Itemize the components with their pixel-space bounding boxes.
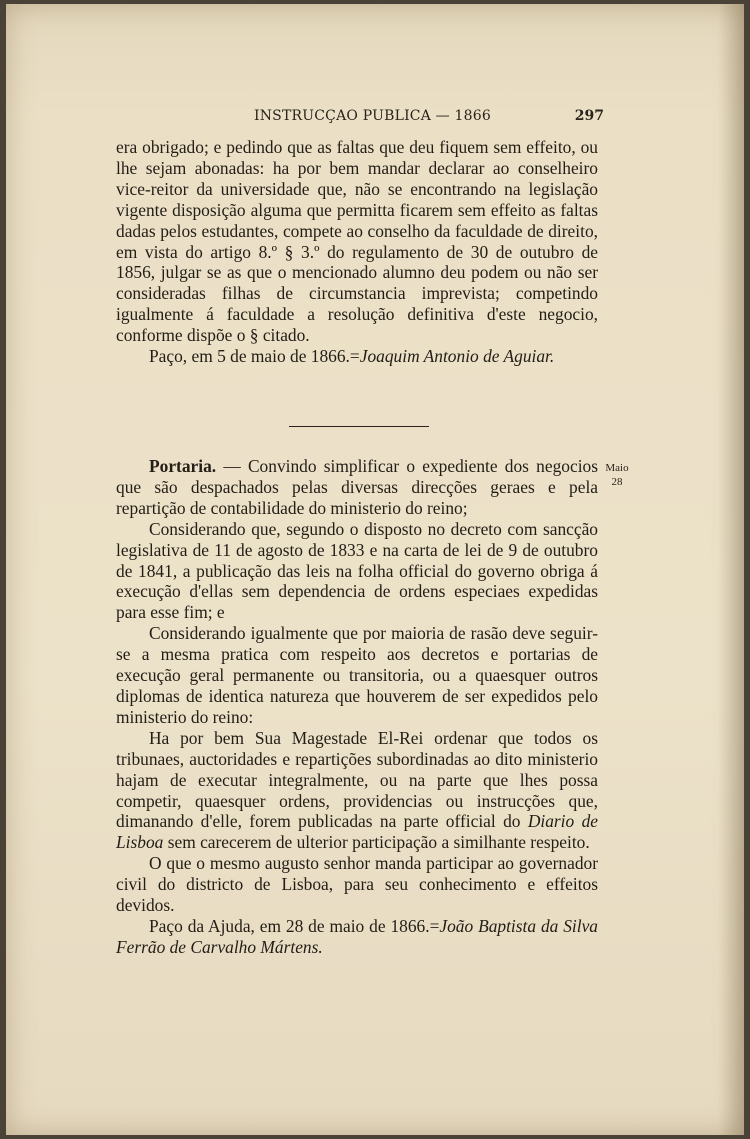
- section-divider: [289, 426, 429, 427]
- signature-line: [116, 916, 598, 958]
- document-page: [6, 4, 744, 1135]
- date-place: Paço, em 5 de maio de 1866.: [149, 346, 350, 367]
- signature-line: [116, 346, 598, 367]
- paragraph: O que o mesmo augusto senhor manda participar ao governador civil do districto de Lisboa, para seu conhecimento e effeitos devidos.: [116, 853, 598, 916]
- page-number: 297: [574, 108, 604, 124]
- publication-title: Diario de Lisboa: [116, 811, 598, 853]
- margin-month: Maio: [605, 462, 629, 474]
- date-place: Paço da Ajuda, em 28 de maio de 1866.: [149, 915, 430, 936]
- portaria-section: [116, 456, 598, 958]
- paragraph: Considerando igualmente que por maioria de rasão deve seguir-se a mesma pratica com respeito aos decretos e portarias de execução geral permanente ou transitoria, ou a quaesquer outros diplomas de identica natureza que houverem de ser expedidos pelo ministerio do reino:: [116, 623, 598, 727]
- signatory: João Baptista da Silva Ferrão de Carvalho Mártens.: [116, 915, 598, 957]
- signatory: Joaquim Antonio de Aguiar.: [359, 346, 555, 367]
- running-header: [254, 104, 604, 130]
- decree-continuation: [116, 137, 598, 367]
- paragraph-text: sem carecerem de ulterior participação a similhante respeito.: [163, 832, 590, 853]
- paragraph-text: — Convindo simplificar o expediente dos negocios que são despachados pelas diversas direcções geraes e pela repartição de contabilidade do ministerio do reino;: [116, 456, 598, 518]
- paragraph: Considerando que, segundo o disposto no decreto com sancção legislativa de 11 de agosto de 1833 e na carta de lei de 9 de outubro de 1841, a publicação das leis na folha official do governo obriga á execução d'ellas sem dependencia de ordens especiaes expedidas para esse fim; e: [116, 518, 598, 623]
- paragraph-text: Ha por bem Sua Magestade El-Rei ordenar que todos os tribunaes, auctoridades e repartições subordinadas ao dito ministerio hajam de executar integralmente, ou na parte que lhes possa competir, quaesquer ordens, providencias ou instrucções que, dimanando d'elle, forem publicadas na parte official do: [116, 727, 598, 832]
- header-title: INSTRUCÇAO PUBLICA — 1866: [254, 108, 491, 124]
- paragraph: era obrigado; e pedindo que as faltas que deu fiquem sem effeito, ou lhe sejam abonadas: ha por bem mandar declarar ao conselheiro vice-reitor da universidade que, não se encontrando na legislação vigente disposição alguma que permitta ficarem sem effeito as faltas dadas pelos estudantes, compete ao conselho da faculdade de direito, em vista do artigo 8.º § 3.º do regulamento de 30 de outubro de 1856, julgar se as que o mencionado alumno deu podem ou não ser consideradas filhas de circumstancia imprevista; competindo igualmente á faculdade a resolução definitiva d'este negocio, conforme dispõe o § citado.: [116, 137, 598, 346]
- portaria-heading: Portaria.: [149, 456, 217, 476]
- paragraph: [116, 728, 598, 853]
- signature-separator: =: [349, 346, 360, 367]
- margin-day: 28: [611, 476, 623, 488]
- signature-separator: =: [429, 915, 440, 936]
- margin-date-note: [602, 461, 632, 489]
- paragraph: [116, 456, 598, 519]
